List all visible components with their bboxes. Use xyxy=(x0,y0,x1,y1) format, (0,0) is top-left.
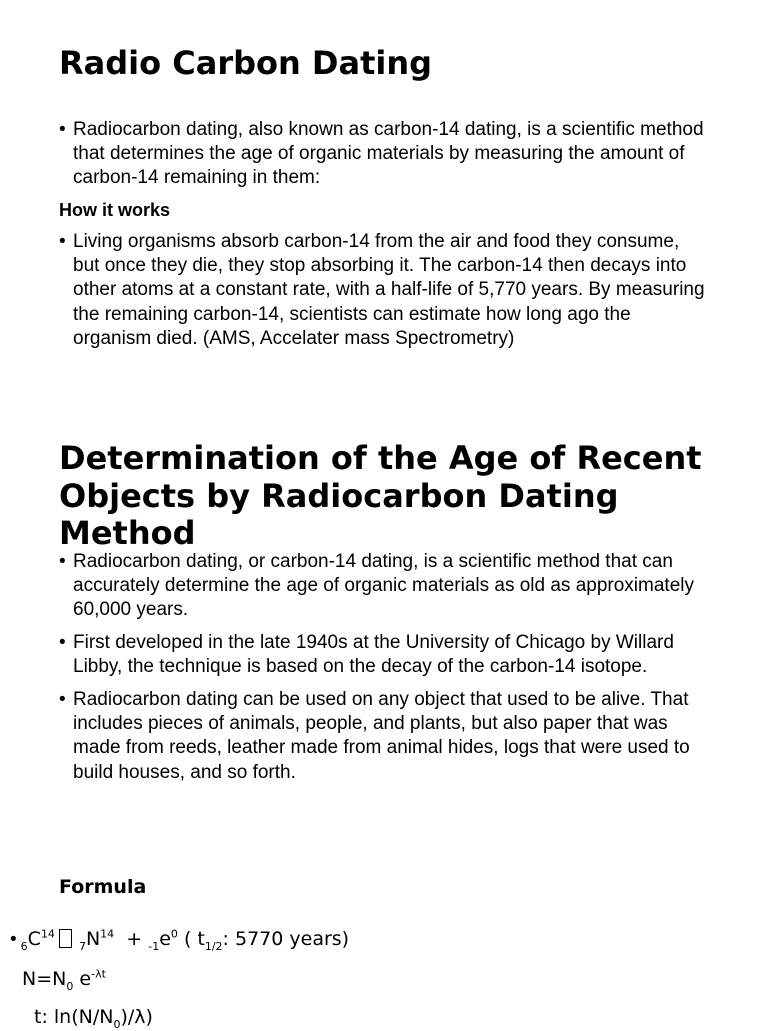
nitrogen-symbol: N xyxy=(85,928,101,950)
electron-symbol: e xyxy=(159,928,171,950)
half-life-value: : 5770 years) xyxy=(222,928,350,950)
bullet-marker: • xyxy=(10,929,17,950)
half-life-subscript: 1/2 xyxy=(204,939,223,953)
formula-heading: Formula xyxy=(59,876,147,898)
slide2-title: Determination of the Age of Recent Objects by Radiocarbon Dating Method xyxy=(59,439,702,552)
list-item: • First developed in the late 1940s at the University of Chicago by Willard Libby, the technique is based on the decay of the carbon-14 isotope. xyxy=(59,631,709,679)
slide1-title: Radio Carbon Dating xyxy=(59,44,433,82)
age-equation-text: t: ln(N/N xyxy=(34,1006,114,1028)
arrow-placeholder-glyph xyxy=(59,929,72,948)
age-equation-tail: )/λ) xyxy=(120,1006,153,1028)
slide2-bullet-list xyxy=(59,550,709,785)
list-item: • Radiocarbon dating, or carbon-14 dating, is a scientific method that can accurately determine the age of organic materials as old as approximately 60,000 years. xyxy=(59,550,709,623)
electron-charge: -1 xyxy=(148,939,160,953)
initial-subscript: 0 xyxy=(66,979,74,993)
carbon-mass-number: 14 xyxy=(40,927,55,941)
electron-mass: 0 xyxy=(170,927,178,941)
nitrogen-mass-number: 14 xyxy=(100,927,115,941)
exponent: -λt xyxy=(91,967,106,981)
how-it-works-list xyxy=(59,230,709,351)
carbon-symbol: C xyxy=(27,928,41,950)
decay-equation xyxy=(10,926,349,953)
exponential-decay-equation xyxy=(22,966,106,992)
half-life-open: ( t xyxy=(183,928,205,950)
slide1-intro-list xyxy=(59,118,709,191)
exponential-base: e xyxy=(73,968,92,990)
nitrogen-atomic-number: 7 xyxy=(78,939,86,953)
equation-lhs: N=N xyxy=(22,968,67,990)
initial-subscript: 0 xyxy=(113,1017,121,1031)
carbon-atomic-number: 6 xyxy=(20,939,28,953)
list-item: • Living organisms absorb carbon-14 from the air and food they consume, but once they die, they stop absorbing it. The carbon-14 then decays into other atoms at a constant rate, with a half-life of 5,770 years. By measuring the remaining carbon-14, scientists can estimate how long ago the organism died. (AMS, Accelater mass Spectrometry) xyxy=(59,230,709,351)
list-item: • Radiocarbon dating can be used on any object that used to be alive. That includes pieces of animals, people, and plants, but also paper that was made from reeds, leather made from animal hides, logs that were used to build houses, and so forth. xyxy=(59,688,709,785)
plus-sign: + xyxy=(126,928,143,950)
list-item: • Radiocarbon dating, also known as carbon-14 dating, is a scientific method that determines the age of organic materials by measuring the amount of carbon-14 remaining in them: xyxy=(59,118,709,191)
how-it-works-heading: How it works xyxy=(59,200,171,220)
age-equation xyxy=(34,1004,153,1030)
